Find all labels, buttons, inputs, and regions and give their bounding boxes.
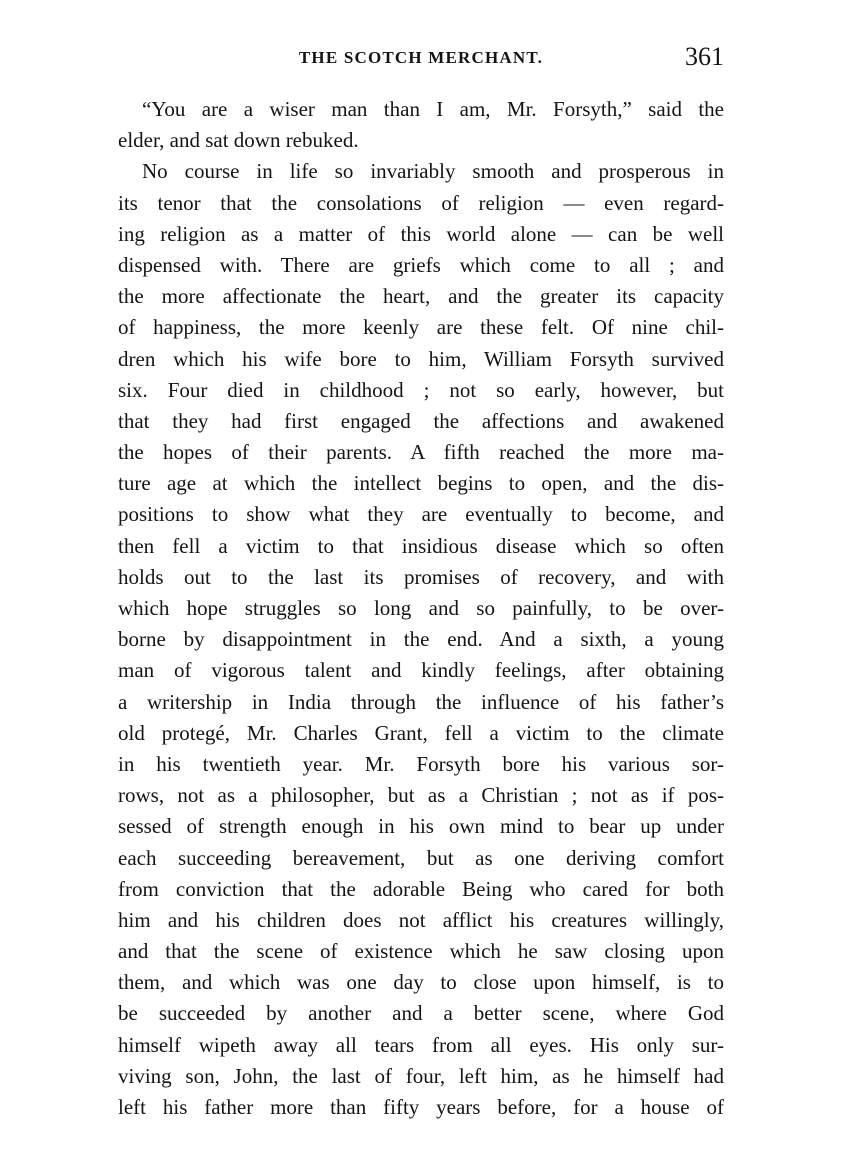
text-line: positions to show what they are eventually to become, and	[118, 502, 724, 527]
text-line: from conviction that the adorable Being who cared for both	[118, 876, 724, 901]
text-line: a writership in India through the influence of his father’s	[118, 689, 724, 714]
text-line: dispensed with. There are griefs which come to all ; and	[118, 252, 724, 277]
text-line: holds out to the last its promises of recovery, and with	[118, 564, 724, 589]
text-line: each succeeding bereavement, but as one deriving comfort	[118, 845, 724, 870]
text-line: elder, and sat down rebuked.	[118, 128, 359, 153]
text-line: them, and which was one day to close upon himself, is to	[118, 970, 724, 995]
text-line: the hopes of their parents. A fifth reached the more ma-	[118, 440, 724, 465]
text-line: which hope struggles so long and so painfully, to be over-	[118, 596, 724, 620]
text-line: “You are a wiser man than I am, Mr. Forsyth,” said the	[142, 97, 724, 121]
text-line: of happiness, the more keenly are these felt. Of nine chil-	[118, 315, 724, 340]
text-line: ture age at which the intellect begins to open, and the dis-	[118, 471, 724, 496]
running-header	[118, 40, 724, 80]
text-line: be succeeded by another and a better scene, where God	[118, 1001, 724, 1026]
text-line: No course in life so invariably smooth and prosperous in	[142, 159, 724, 184]
text-line: man of vigorous talent and kindly feelings, after obtaining	[118, 658, 724, 683]
body-text	[118, 94, 724, 1123]
text-line: borne by disappointment in the end. And a sixth, a young	[118, 627, 724, 652]
paragraph	[118, 94, 724, 156]
text-line: in his twentieth year. Mr. Forsyth bore his various sor-	[118, 751, 724, 776]
paragraph	[118, 156, 724, 1123]
book-page	[118, 40, 724, 1123]
page-number: 361	[685, 42, 724, 71]
text-line: its tenor that the consolations of religion — even regard-	[118, 190, 724, 215]
text-line: that they had first engaged the affections and awakened	[118, 408, 724, 433]
text-line: him and his children does not afflict his creatures willingly,	[118, 907, 724, 932]
text-line: rows, not as a philosopher, but as a Christian ; not as if pos-	[118, 783, 724, 808]
text-line: six. Four died in childhood ; not so early, however, but	[118, 377, 724, 402]
text-line: ing religion as a matter of this world alone — can be well	[118, 221, 724, 246]
text-line: himself wipeth away all tears from all eyes. His only sur-	[118, 1032, 724, 1057]
text-line: sessed of strength enough in his own mind to bear up under	[118, 814, 724, 839]
text-line: old protegé, Mr. Charles Grant, fell a victim to the climate	[118, 720, 724, 745]
text-line: viving son, John, the last of four, left him, as he himself had	[118, 1063, 724, 1088]
text-line: left his father more than fifty years before, for a house of	[118, 1095, 724, 1119]
text-line: dren which his wife bore to him, William Forsyth survived	[118, 346, 724, 371]
text-line: then fell a victim to that insidious disease which so often	[118, 533, 724, 558]
text-line: the more affectionate the heart, and the greater its capacity	[118, 284, 724, 309]
running-title: THE SCOTCH MERCHANT.	[298, 48, 544, 67]
text-line: and that the scene of existence which he saw closing upon	[118, 939, 724, 964]
